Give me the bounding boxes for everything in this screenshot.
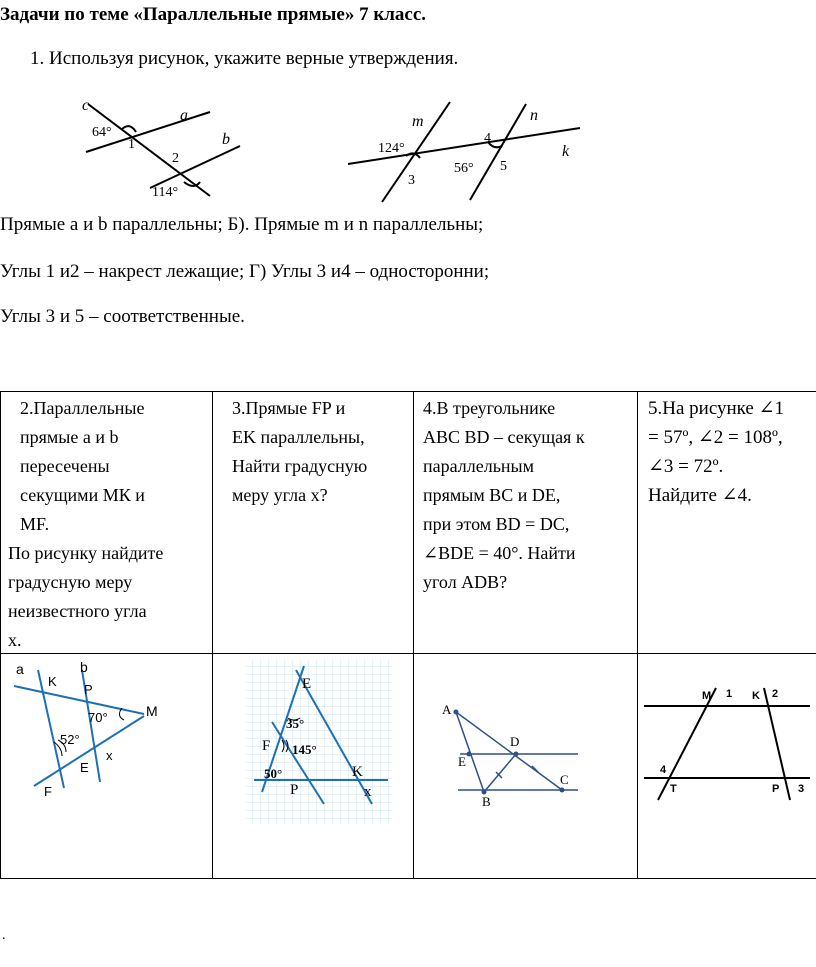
t2-label-M: M	[146, 703, 158, 719]
t3-label-F: F	[262, 738, 271, 754]
t3-label-K: K	[352, 764, 363, 780]
t3-label-E: E	[302, 676, 312, 692]
task2-figure	[4, 658, 204, 798]
tasks-table	[0, 391, 816, 879]
angle-5: 5	[500, 159, 507, 174]
task5-text: 5.На рисунке ∠1 = 57º, ∠2 = 108º, ∠3 = 72º. Найдите ∠4.	[648, 398, 785, 506]
label-m: m	[412, 113, 424, 130]
task1-figure-left	[80, 96, 250, 206]
t5-label-P: P	[772, 783, 780, 795]
task1-option-2: Углы 1 и2 – накрест лежащие; Г) Углы 3 и4 – односторонни;	[0, 261, 490, 282]
task3-text: 3.Прямые FP и EK параллельны, Найти градусную меру угла x?	[232, 398, 368, 505]
task5-figure	[640, 684, 816, 804]
task1-figure-right	[340, 98, 600, 208]
t3-angle-50: 50°	[264, 766, 283, 781]
task3-figure	[244, 658, 394, 826]
t3-angle-35: 35°	[286, 716, 305, 731]
t2-angle-70: 70°	[88, 710, 108, 725]
t4-label-D: D	[510, 734, 520, 749]
angle-56: 56°	[454, 161, 474, 176]
task1-question: 1. Используя рисунок, укажите верные утверждения.	[30, 48, 459, 69]
label-c: c	[82, 97, 90, 114]
t2-label-P: P	[84, 682, 93, 697]
t4-label-B: B	[482, 794, 491, 809]
t5-label-M: M	[702, 690, 712, 702]
footer-mark: .	[2, 928, 6, 943]
t5-label-T: T	[670, 783, 677, 795]
t3-label-x: x	[364, 784, 372, 800]
t4-label-A: A	[442, 702, 452, 717]
t5-label-3: 3	[798, 783, 805, 795]
t5-label-1: 1	[726, 688, 733, 700]
label-a: a	[180, 107, 188, 124]
t5-label-2: 2	[772, 688, 779, 700]
task4-figure	[436, 694, 586, 812]
t2-angle-52: 52°	[60, 732, 80, 747]
angle-4: 4	[484, 131, 491, 146]
t2-label-F: F	[44, 784, 52, 798]
page-title: Задачи по теме «Параллельные прямые» 7 класс.	[0, 4, 427, 25]
t5-label-K: K	[752, 690, 760, 702]
task1-option-3: Углы 3 и 5 – соответственные.	[0, 306, 245, 327]
t4-label-E: E	[458, 754, 466, 769]
angle-2: 2	[172, 151, 179, 166]
angle-3: 3	[408, 173, 415, 188]
task1-option-1: Прямые a и b параллельны; Б). Прямые m и n параллельны;	[0, 214, 484, 235]
task4-text: 4.В треугольнике ABC BD – секущая к параллельным прямым BC и DE, при этом BD = DC, ∠BDE = 40°. Найти угол ADB?	[423, 398, 585, 592]
t5-label-4: 4	[660, 764, 667, 776]
t3-label-P: P	[290, 782, 299, 798]
t3-angle-145: 145°	[292, 742, 317, 757]
angle-124: 124°	[378, 141, 405, 156]
label-n: n	[530, 107, 538, 124]
t2-label-x: x	[106, 748, 113, 763]
angle-64: 64°	[92, 125, 112, 140]
label-b: b	[222, 131, 230, 148]
label-k: k	[562, 143, 570, 160]
t4-label-C: C	[560, 772, 569, 787]
t2-label-E: E	[80, 760, 89, 775]
angle-1: 1	[128, 137, 135, 152]
t2-label-b: b	[80, 659, 88, 675]
angle-114: 114°	[152, 185, 179, 200]
task2-text: 2.Параллельные прямые a и b пересечены секущими МК и MF. По рисунку найдите градусную меру неизвестного угла x.	[8, 398, 164, 650]
t2-label-a: a	[16, 661, 24, 677]
t2-label-K: K	[48, 674, 57, 689]
